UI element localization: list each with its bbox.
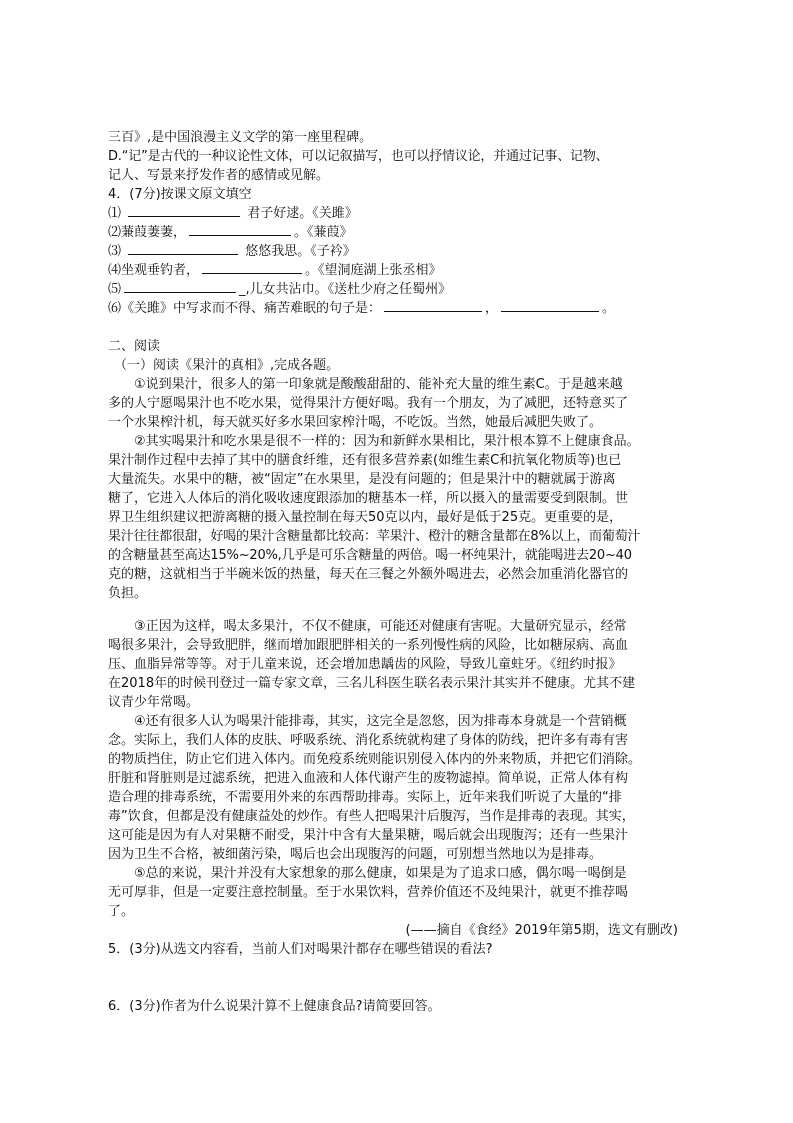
fill-item-6: ⑹《关雎》中写求而不得、痛苦难眠的句子是： ， 。 (108, 301, 616, 316)
intro-line: 记人、写景来抒发作者的感情或见解。 (108, 168, 330, 183)
intro-line: 三百》,是中国浪漫主义文学的第一座里程碑。 (108, 130, 373, 145)
question-5: 5．(3分)从选文内容看，当前人们对喝果汁都存在哪些错误的看法? (108, 942, 493, 957)
answer-blank[interactable] (189, 223, 291, 236)
answer-blank[interactable] (128, 242, 238, 255)
paragraph-5: ⑤总的来说，果汁并没有大家想象的那么健康，如果是为了追求口感，偶尔喝一喝倒是 无可厚非，但是一定要注意控制量。至于水果饮料，营养价值还不及纯果汁，就更不推荐喝 了。 (108, 866, 629, 919)
paragraph-4: ④还有很多人认为喝果汁能排毒，其实，这完全是忽悠，因为排毒本身就是一个营销概 念。实际上，我们人体的皮肤、呼吸系统、消化系统就构建了身体的防线，把许多有毒有害 的物质挡住，防止它们进入体内。而免疫系统则能识别侵入体内的外来物质，并把它们消除。 肝脏和肾脏则是过滤系统，把进入血液和人体代谢产生的废物滤掉。简单说，正常人体有构 造合理的排毒系统，不需要用外来的东西帮助排毒。实际上，近年来我们听说了大量的“排 毒”饮食，但都是没有健康益处的炒作。有些人把喝果汁后腹泻，当作是排毒的表现。其实， 这可能是因为有人对果糖不耐受，果汁中含有大量果糖，喝后就会出现腹泻；还有一些果汁 因为卫生不合格，被细菌污染，喝后也会出现腹泻的问题，可别想当然地以为是排毒。 (108, 714, 642, 862)
section-title: 二、阅读 (108, 339, 161, 354)
reading-subtitle: （一）阅读《果汁的真相》,完成各题。 (114, 358, 340, 373)
document-page (108, 128, 688, 1016)
fill-item-1: ⑴ 君子好逑。《关雎》 (108, 206, 358, 221)
answer-blank[interactable] (501, 299, 599, 312)
question-6: 6．(3分)作者为什么说果汁算不上健康食品?请简要回答。 (108, 999, 441, 1014)
answer-blank[interactable] (128, 204, 240, 217)
fill-item-3: ⑶ 悠悠我思。《子衿》 (108, 244, 356, 259)
answer-blank[interactable] (124, 280, 236, 293)
question-4-title: 4．(7分)按课文原文填空 (108, 187, 252, 202)
paragraph-2: ②其实喝果汁和吃水果是很不一样的：因为和新鲜水果相比，果汁根本算不上健康食品。 果汁制作过程中去掉了其中的膳食纤维，还有很多营养素(如维生素C和抗氧化物质等)也已 大量流失。水果中的糖，被“固定”在水果里，是没有问题的；但是果汁中的糖就属于游离 糖了，它进入人体后的消化吸收速度跟添加的糖基本一样，所以摄入的量需要受到限制。世 界卫生组织建议把游离糖的摄入量控制在每天50克以内，最好是低于25克。更重要的是， 果汁往往都很甜，好喝的果汁含糖量都比较高：苹果汁、橙汁的糖含量都在8%以上，而葡萄汁 的含糖量甚至高达15%~20%,几乎是可乐含糖量的两倍。喝一杯纯果汁，就能喝进去20~40 克的糖，这就相当于半碗米饭的热量，每天在三餐之外额外喝进去，必然会加重消化器官的 负担。 (108, 434, 641, 601)
answer-blank[interactable] (202, 261, 302, 274)
answer-blank[interactable] (384, 299, 482, 312)
paragraph-3: ③正因为这样，喝太多果汁，不仅不健康，可能还对健康有害呢。大量研究显示，经常 喝很多果汁，会导致肥胖，继而增加跟肥胖相关的一系列慢性病的风险，比如糖尿病、高血 压、血脂异常等等。对于儿童来说，还会增加患龋齿的风险，导致儿童蛀牙。《纽约时报》 在2018年的时候刊登过一篇专家文章，三名儿科医生联名表示果汁其实并不健康。尤其不建 议青少年常喝。 (108, 619, 636, 710)
fill-item-2: ⑵蒹葭萋萋， 。《蒹葭》 (108, 225, 353, 240)
source-citation: (——摘自《食经》2019年第5期，选文有删改) (405, 923, 678, 938)
answer-space[interactable] (108, 959, 688, 997)
intro-line: D.“记”是古代的一种议论性文体，可以记叙描写，也可以抒情议论，并通过记事、记物、 (108, 149, 609, 164)
paragraph-1: ①说到果汁，很多人的第一印象就是酸酸甜甜的、能补充大量的维生素C。于是越来越 多的人宁愿喝果汁也不吃水果，觉得果汁方便好喝。我有一个朋友，为了减肥，还特意买了 一个水果榨汁机，每天就买好多水果回家榨汁喝，不吃饭。当然，她最后减肥失败了。 (108, 377, 629, 430)
fill-item-4: ⑷坐观垂钓者， 。《望洞庭湖上张丞相》 (108, 263, 442, 278)
fill-item-5: ⑸ _,儿女共沾巾。《送杜少府之任蜀州》 (108, 282, 452, 297)
